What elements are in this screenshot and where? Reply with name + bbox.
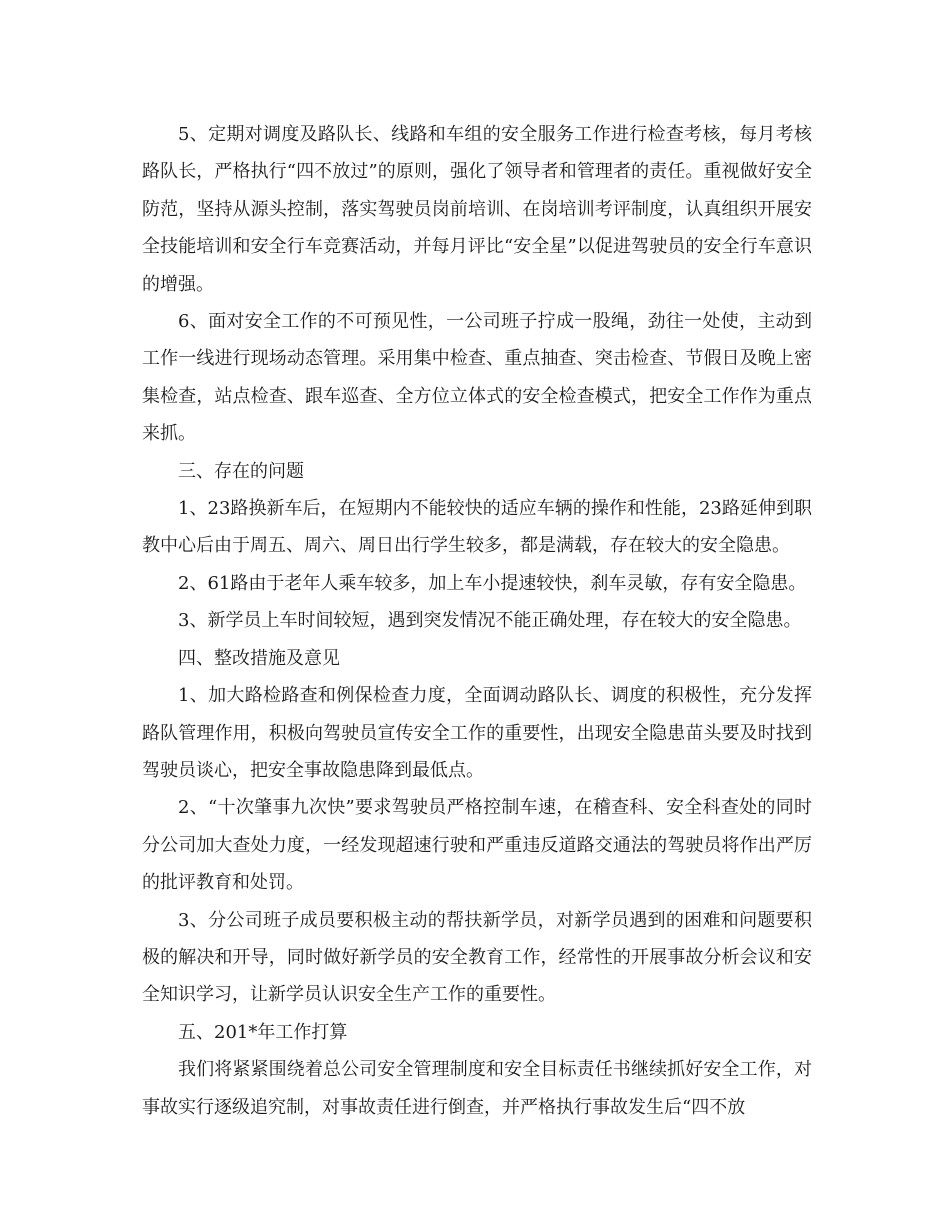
problem-item-3: 3、新学员上车时间较短，遇到突发情况不能正确处理，存在较大的安全隐患。: [178, 610, 802, 632]
document-body: [142, 116, 812, 1126]
paragraph-item-5-inspection: 5、定期对调度及路队长、线路和车组的安全服务工作进行检查考核，每月考核路队长，严格执行“四不放过”的原则，强化了领导者和管理者的责任。重视做好安全防范，坚持从源头控制，落实驾驶员岗前培训、在岗培训考评制度，认真组织开展安全技能培训和安全行车竞赛活动，并每月评比“安全星”以促进驾驶员的安全行车意识的增强。: [142, 124, 812, 295]
paragraph-item-6-onsite-management: 6、面对安全工作的不可预见性，一公司班子拧成一股绳，劲往一处使，主动到工作一线进行现场动态管理。采用集中检查、重点抽查、突击检查、节假日及晚上密集检查，站点检查、跟车巡查、全方位立体式的安全检查模式，把安全工作作为重点来抓。: [142, 311, 812, 445]
problem-item-1: 1、23路换新车后，在短期内不能较快的适应车辆的操作和性能，23路延伸到职教中心后由于周五、周六、周日出行学生较多，都是满载，存在较大的安全隐患。: [142, 498, 812, 557]
section-heading-problems: 三、存在的问题: [178, 460, 304, 482]
problem-item-2: 2、61路由于老年人乘车较多，加上车小提速较快，刹车灵敏，存有安全隐患。: [178, 572, 807, 594]
measure-item-1: 1、加大路检路查和例保检查力度，全面调动路队长、调度的积极性，充分发挥路队管理作用，积极向驾驶员宣传安全工作的重要性，出现安全隐患苗头要及时找到驾驶员谈心，把安全事故隐患降到最低点。: [142, 685, 812, 781]
measure-item-3: 3、分公司班子成员要积极主动的帮扶新学员，对新学员遇到的困难和问题要积极的解决和开导，同时做好新学员的安全教育工作，经常性的开展事故分析会议和安全知识学习，让新学员认识安全生产工作的重要性。: [142, 909, 812, 1006]
measure-item-2: 2、“十次肇事九次快”要求驾驶员严格控制车速，在稽查科、安全科查处的同时分公司加大查处力度，一经发现超速行驶和严重违反道路交通法的驾驶员将作出严厉的批评教育和处罚。: [142, 797, 812, 894]
section-heading-plan: 五、201*年工作打算: [178, 1021, 348, 1043]
plan-paragraph: 我们将紧紧围绕着总公司安全管理制度和安全目标责任书继续抓好安全工作，对事故实行逐级追究制，对事故责任进行倒查，并严格执行事故发生后“四不放: [142, 1059, 812, 1118]
section-heading-measures: 四、整改措施及意见: [178, 647, 340, 669]
